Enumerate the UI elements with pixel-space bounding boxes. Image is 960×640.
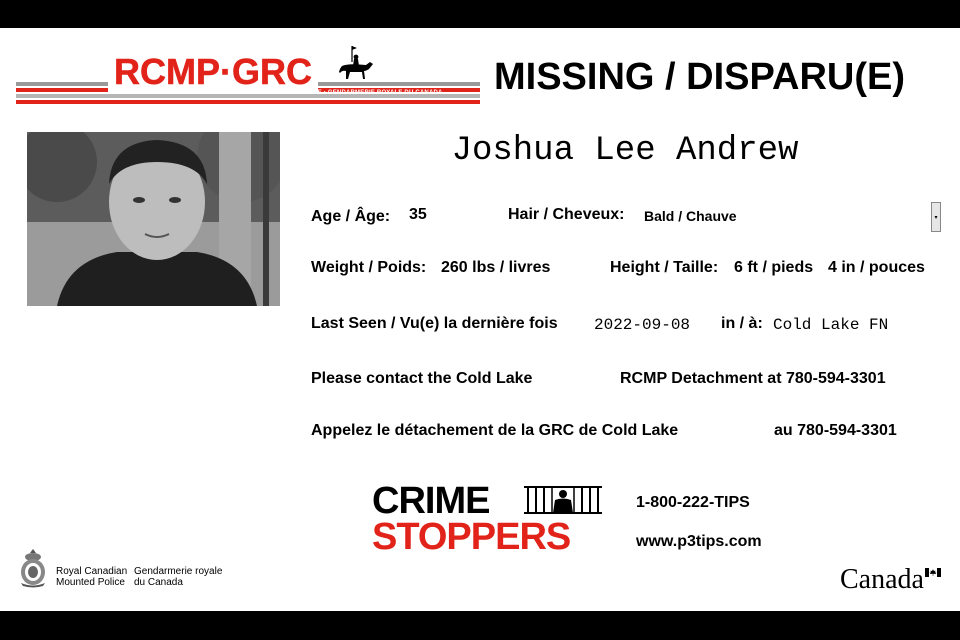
hair-value: Bald / Chauve <box>644 208 737 224</box>
mounted-rider-icon <box>336 44 376 84</box>
letterbox-top <box>0 0 960 28</box>
hair-label: Hair / Cheveux: <box>508 206 625 223</box>
tips-website-link[interactable]: www.p3tips.com <box>636 533 762 550</box>
location-value: Cold Lake FN <box>773 316 889 334</box>
person-photo <box>27 132 280 306</box>
contact-french-line2: au 780-594-3301 <box>774 422 897 439</box>
height-inches-value: 4 in / pouces <box>828 259 925 276</box>
logo-stripe <box>16 100 480 104</box>
footer-french-name: Gendarmerie royale du Canada <box>134 566 223 588</box>
hair-dropdown[interactable] <box>931 202 941 232</box>
crime-stoppers-word2: STOPPERS <box>372 516 571 558</box>
contact-english-line2: RCMP Detachment at 780-594-3301 <box>620 370 886 387</box>
last-seen-label: Last Seen / Vu(e) la dernière fois <box>311 315 558 332</box>
weight-value: 260 lbs / livres <box>441 259 551 276</box>
footer-english-name: Royal Canadian Mounted Police <box>56 566 128 588</box>
page-title: MISSING / DISPARU(E) <box>494 56 905 98</box>
rcmp-crest-icon <box>17 548 49 588</box>
age-value: 35 <box>409 206 427 223</box>
tips-phone: 1-800-222-TIPS <box>636 494 750 511</box>
height-label: Height / Taille: <box>610 259 719 276</box>
contact-english-line1: Please contact the Cold Lake <box>311 370 533 387</box>
weight-label: Weight / Poids: <box>311 259 427 276</box>
height-feet-value: 6 ft / pieds <box>734 259 814 276</box>
canada-flag-icon <box>925 568 941 577</box>
last-seen-date: 2022-09-08 <box>594 316 691 334</box>
person-photo-image <box>27 132 280 306</box>
canada-wordmark: Canada <box>840 564 924 595</box>
person-name: Joshua Lee Andrew <box>451 132 799 170</box>
age-label: Age / Âge: <box>311 208 391 225</box>
logo-text: RCMP·GRC <box>108 52 318 92</box>
letterbox-bottom <box>0 611 960 640</box>
contact-french-line1: Appelez le détachement de la GRC de Cold Lake <box>311 422 679 439</box>
crime-stoppers-logo <box>372 480 608 559</box>
location-label: in / à: <box>721 315 763 332</box>
crime-stoppers-word1: CRIME <box>372 480 490 522</box>
dropdown-arrow-icon: ▾ <box>934 214 938 221</box>
rcmp-logo <box>16 50 480 108</box>
jail-bars-icon <box>522 485 604 515</box>
missing-person-poster <box>0 28 960 611</box>
logo-subtitle: ROYAL CANADIAN MOUNTED POLICE • GENDARMERIE ROYALE DU CANADA <box>206 90 443 96</box>
